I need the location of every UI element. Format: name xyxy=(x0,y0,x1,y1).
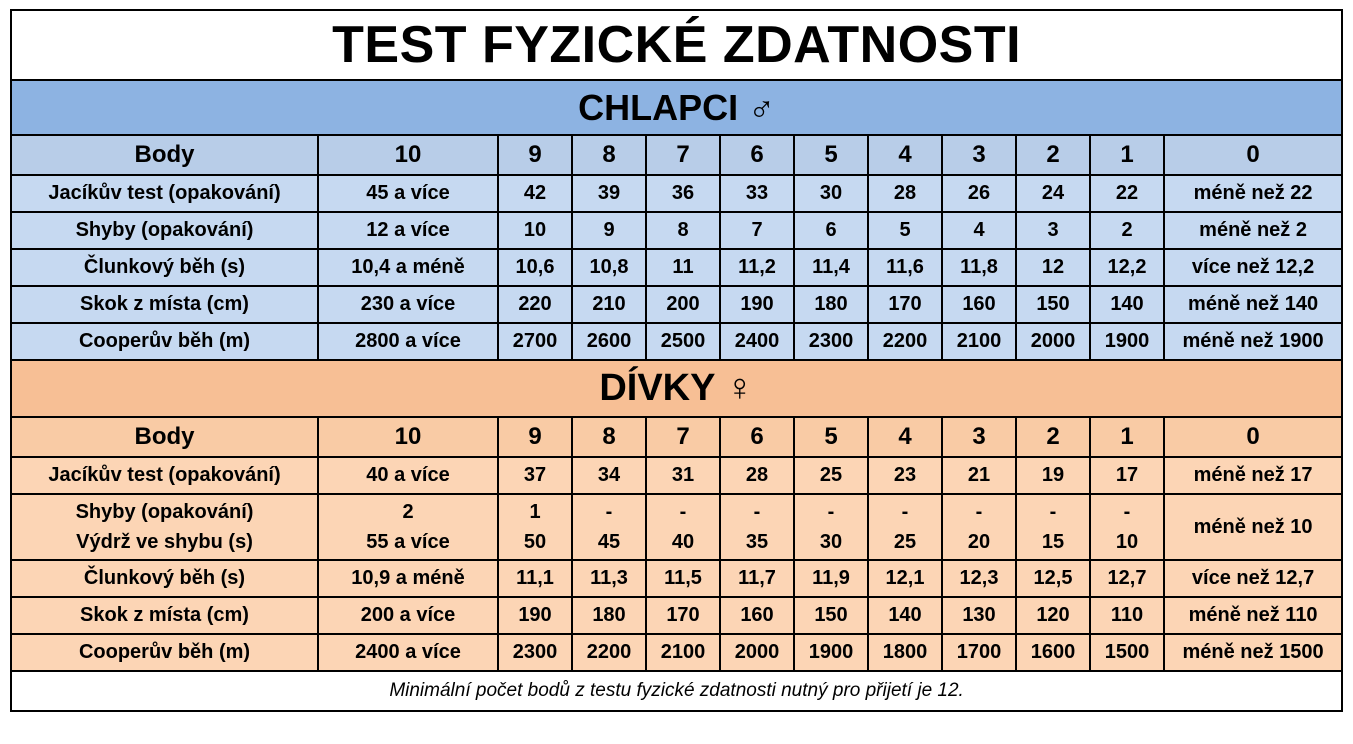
table-cell: 2000 xyxy=(720,634,794,671)
table-cell: 11,7 xyxy=(720,560,794,597)
table-cell: 180 xyxy=(794,286,868,323)
table-cell: méně než 1900 xyxy=(1164,323,1342,360)
table-cell: 30 xyxy=(794,175,868,212)
cell-line: - xyxy=(679,501,687,523)
table-cell: 10,4 a méně xyxy=(318,249,498,286)
table-cell: 10,8 xyxy=(572,249,646,286)
table-cell: 2800 a více xyxy=(318,323,498,360)
points-column-header: 5 xyxy=(794,135,868,175)
table-cell xyxy=(498,494,572,560)
table-cell xyxy=(646,494,720,560)
table-cell: 1800 xyxy=(868,634,942,671)
points-column-header: 0 xyxy=(1164,135,1342,175)
row-label-line: Shyby (opakování) xyxy=(75,501,254,523)
points-column-header: 6 xyxy=(720,417,794,457)
cell-line: - xyxy=(1123,501,1131,523)
cell-line: 55 a více xyxy=(366,531,450,553)
table-cell: 28 xyxy=(868,175,942,212)
table-cell: 1600 xyxy=(1016,634,1090,671)
table-row xyxy=(11,597,1342,634)
table-cell: 22 xyxy=(1090,175,1164,212)
points-column-header: 6 xyxy=(720,135,794,175)
points-column-header: 0 xyxy=(1164,417,1342,457)
table-cell: 2100 xyxy=(646,634,720,671)
table-cell: 200 a více xyxy=(318,597,498,634)
table-cell: 160 xyxy=(942,286,1016,323)
cell-line: 30 xyxy=(819,531,843,553)
table-cell: 230 a více xyxy=(318,286,498,323)
table-cell: 160 xyxy=(720,597,794,634)
table-cell: 1900 xyxy=(794,634,868,671)
row-label: Člunkový běh (s) xyxy=(11,560,318,597)
table-cell: méně než 17 xyxy=(1164,457,1342,494)
table-cell: méně než 10 xyxy=(1164,494,1342,560)
table-cell: 7 xyxy=(720,212,794,249)
table-cell: 5 xyxy=(868,212,942,249)
cell-line: 25 xyxy=(893,531,917,553)
table-cell: 1700 xyxy=(942,634,1016,671)
table-cell: 190 xyxy=(720,286,794,323)
table-cell: 2500 xyxy=(646,323,720,360)
table-cell: 11,1 xyxy=(498,560,572,597)
points-column-header: 8 xyxy=(572,417,646,457)
table-cell: 10,6 xyxy=(498,249,572,286)
table-cell: 2100 xyxy=(942,323,1016,360)
table-cell: 11 xyxy=(646,249,720,286)
table-cell: 110 xyxy=(1090,597,1164,634)
table-cell: 23 xyxy=(868,457,942,494)
cell-line: 45 xyxy=(597,531,621,553)
cell-line: - xyxy=(975,501,983,523)
row-label: Člunkový běh (s) xyxy=(11,249,318,286)
row-label: Skok z místa (cm) xyxy=(11,286,318,323)
cell-line: 10 xyxy=(1115,531,1139,553)
table-cell: 180 xyxy=(572,597,646,634)
table-cell: 34 xyxy=(572,457,646,494)
points-column-header: 9 xyxy=(498,135,572,175)
table-row xyxy=(11,249,1342,286)
table-cell: méně než 2 xyxy=(1164,212,1342,249)
table-cell: 150 xyxy=(1016,286,1090,323)
row-label: Cooperův běh (m) xyxy=(11,634,318,671)
table-cell: 2000 xyxy=(1016,323,1090,360)
points-column-header: 9 xyxy=(498,417,572,457)
table-cell: 11,3 xyxy=(572,560,646,597)
table-row xyxy=(11,634,1342,671)
table-cell xyxy=(318,494,498,560)
points-column-header: 4 xyxy=(868,417,942,457)
footer-note: Minimální počet bodů z testu fyzické zdatnosti nutný pro přijetí je 12. xyxy=(11,671,1342,711)
table-cell: 12,1 xyxy=(868,560,942,597)
table-cell: 36 xyxy=(646,175,720,212)
table-cell: méně než 140 xyxy=(1164,286,1342,323)
table-cell: 210 xyxy=(572,286,646,323)
table-cell: 2200 xyxy=(572,634,646,671)
points-header: Body xyxy=(11,417,318,457)
row-label: Shyby (opakování) xyxy=(11,212,318,249)
points-column-header: 10 xyxy=(318,417,498,457)
table-cell: 45 a více xyxy=(318,175,498,212)
table-cell: 12 xyxy=(1016,249,1090,286)
table-cell xyxy=(868,494,942,560)
points-column-header: 10 xyxy=(318,135,498,175)
points-column-header: 3 xyxy=(942,135,1016,175)
cell-line: 35 xyxy=(745,531,769,553)
points-column-header: 1 xyxy=(1090,135,1164,175)
points-header: Body xyxy=(11,135,318,175)
table-cell: 2200 xyxy=(868,323,942,360)
table-cell: 11,5 xyxy=(646,560,720,597)
table-cell: 170 xyxy=(868,286,942,323)
table-cell: 33 xyxy=(720,175,794,212)
table-cell: 24 xyxy=(1016,175,1090,212)
cell-line: 20 xyxy=(967,531,991,553)
cell-line: - xyxy=(901,501,909,523)
table-cell: 6 xyxy=(794,212,868,249)
table-cell: 2400 a více xyxy=(318,634,498,671)
table-cell: 2400 xyxy=(720,323,794,360)
page-title: TEST FYZICKÉ ZDATNOSTI xyxy=(11,10,1342,80)
table-cell: 120 xyxy=(1016,597,1090,634)
table-row xyxy=(11,560,1342,597)
table-cell: 12,3 xyxy=(942,560,1016,597)
points-column-header: 1 xyxy=(1090,417,1164,457)
points-column-header: 5 xyxy=(794,417,868,457)
table-cell: 4 xyxy=(942,212,1016,249)
row-label: Skok z místa (cm) xyxy=(11,597,318,634)
fitness-test-table xyxy=(10,9,1343,712)
table-cell: 12,2 xyxy=(1090,249,1164,286)
table-cell: 140 xyxy=(868,597,942,634)
table-cell: 25 xyxy=(794,457,868,494)
boys-section-heading: CHLAPCI ♂ xyxy=(11,80,1342,135)
table-cell: 2300 xyxy=(498,634,572,671)
cell-line: 15 xyxy=(1041,531,1065,553)
row-label-line: Výdrž ve shybu (s) xyxy=(76,531,253,553)
table-cell: 170 xyxy=(646,597,720,634)
points-column-header: 3 xyxy=(942,417,1016,457)
table-cell: 12,7 xyxy=(1090,560,1164,597)
table-cell: 2300 xyxy=(794,323,868,360)
table-cell xyxy=(942,494,1016,560)
table-cell: méně než 22 xyxy=(1164,175,1342,212)
table-cell: 11,9 xyxy=(794,560,868,597)
table-cell: 10,9 a méně xyxy=(318,560,498,597)
table-cell: 200 xyxy=(646,286,720,323)
points-column-header: 4 xyxy=(868,135,942,175)
cell-line: 2 xyxy=(402,501,414,523)
table-cell: více než 12,7 xyxy=(1164,560,1342,597)
table-cell: 190 xyxy=(498,597,572,634)
table-cell: 31 xyxy=(646,457,720,494)
table-cell: více než 12,2 xyxy=(1164,249,1342,286)
table-cell: méně než 110 xyxy=(1164,597,1342,634)
table-cell: 2700 xyxy=(498,323,572,360)
points-column-header: 2 xyxy=(1016,417,1090,457)
table-row xyxy=(11,494,1342,560)
table-cell: 12 a více xyxy=(318,212,498,249)
table-cell xyxy=(1090,494,1164,560)
table-cell: 28 xyxy=(720,457,794,494)
table-cell xyxy=(1016,494,1090,560)
table-row xyxy=(11,286,1342,323)
table-cell: 3 xyxy=(1016,212,1090,249)
cell-line: - xyxy=(827,501,835,523)
table-cell: 9 xyxy=(572,212,646,249)
table-cell: 11,4 xyxy=(794,249,868,286)
cell-line: 50 xyxy=(523,531,547,553)
table-row xyxy=(11,212,1342,249)
table-cell: 1500 xyxy=(1090,634,1164,671)
table-row xyxy=(11,175,1342,212)
table-cell: 19 xyxy=(1016,457,1090,494)
table-cell: 10 xyxy=(498,212,572,249)
cell-line: - xyxy=(753,501,761,523)
fitness-test-sheet xyxy=(10,9,1341,712)
table-cell xyxy=(720,494,794,560)
cell-line: - xyxy=(1049,501,1057,523)
table-cell: 130 xyxy=(942,597,1016,634)
table-cell: 17 xyxy=(1090,457,1164,494)
cell-line: 40 xyxy=(671,531,695,553)
table-cell: 150 xyxy=(794,597,868,634)
table-cell: 26 xyxy=(942,175,1016,212)
table-cell: 11,6 xyxy=(868,249,942,286)
girls-section-heading: DÍVKY ♀ xyxy=(11,360,1342,417)
table-cell xyxy=(794,494,868,560)
table-cell: 21 xyxy=(942,457,1016,494)
table-cell: 12,5 xyxy=(1016,560,1090,597)
table-cell: méně než 1500 xyxy=(1164,634,1342,671)
table-cell: 2600 xyxy=(572,323,646,360)
points-column-header: 2 xyxy=(1016,135,1090,175)
row-label xyxy=(11,494,318,560)
boys-header-row xyxy=(11,135,1342,175)
girls-header-row xyxy=(11,417,1342,457)
table-cell: 40 a více xyxy=(318,457,498,494)
points-column-header: 7 xyxy=(646,135,720,175)
points-column-header: 7 xyxy=(646,417,720,457)
cell-line: 1 xyxy=(529,501,541,523)
table-cell: 8 xyxy=(646,212,720,249)
row-label: Cooperův běh (m) xyxy=(11,323,318,360)
table-cell xyxy=(572,494,646,560)
row-label: Jacíkův test (opakování) xyxy=(11,457,318,494)
table-cell: 220 xyxy=(498,286,572,323)
table-row xyxy=(11,323,1342,360)
table-row xyxy=(11,457,1342,494)
cell-line: - xyxy=(605,501,613,523)
table-cell: 140 xyxy=(1090,286,1164,323)
table-cell: 39 xyxy=(572,175,646,212)
row-label: Jacíkův test (opakování) xyxy=(11,175,318,212)
table-cell: 11,2 xyxy=(720,249,794,286)
table-cell: 42 xyxy=(498,175,572,212)
points-column-header: 8 xyxy=(572,135,646,175)
table-cell: 37 xyxy=(498,457,572,494)
table-cell: 2 xyxy=(1090,212,1164,249)
table-cell: 11,8 xyxy=(942,249,1016,286)
table-cell: 1900 xyxy=(1090,323,1164,360)
